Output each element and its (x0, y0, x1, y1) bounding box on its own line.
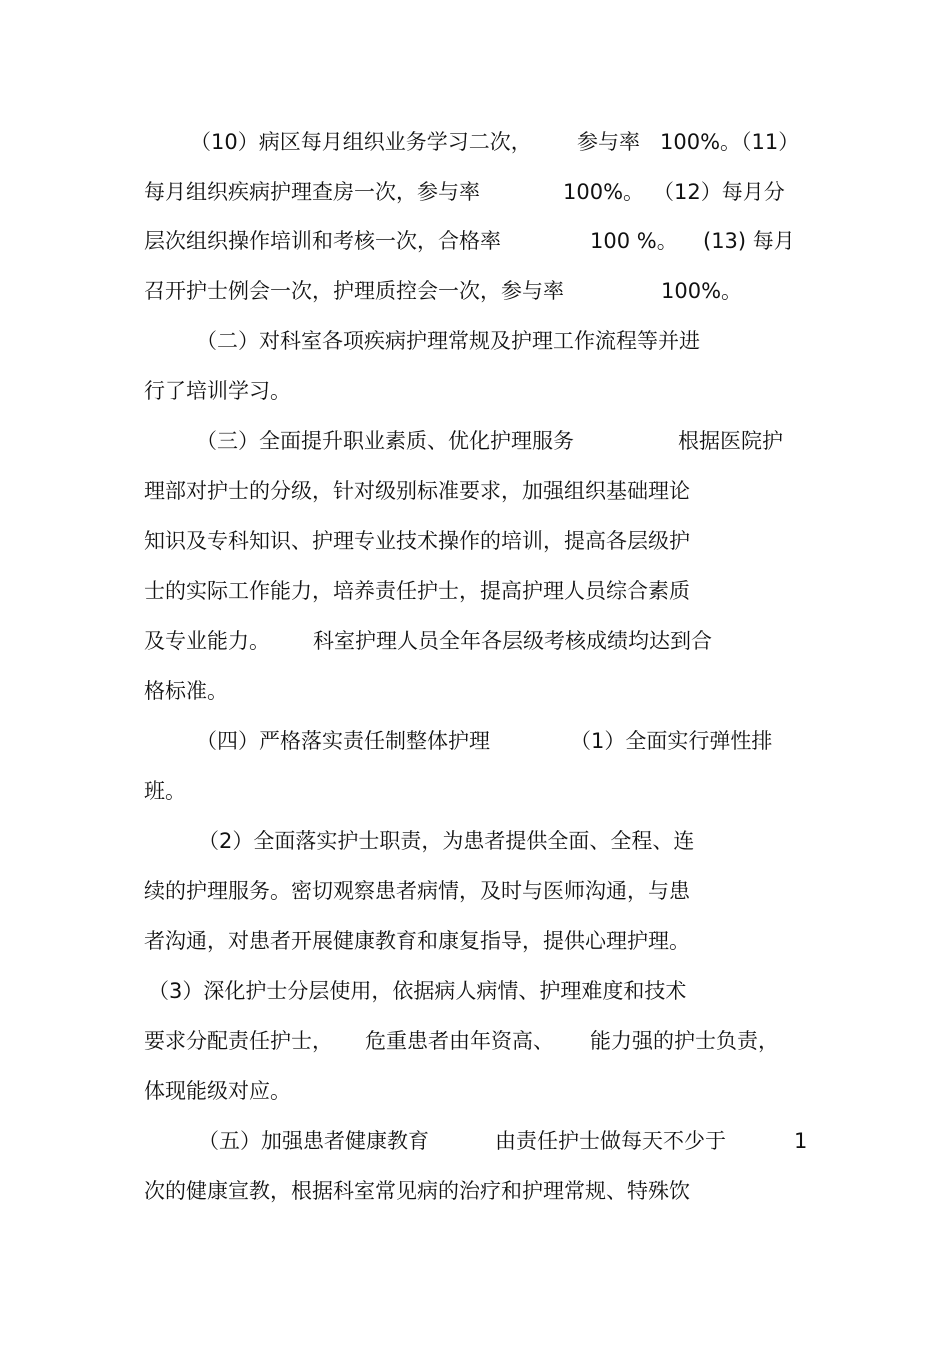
text-segment: 要求分配责任护士， (144, 1029, 333, 1053)
text-segment: 及专业能力。 (144, 629, 270, 653)
text-segment: 100%。 (661, 279, 743, 303)
text-line (0, 1174, 950, 1208)
text-line (0, 175, 950, 209)
text-segment: 每月组织疾病护理查房一次，参与率 (144, 180, 480, 204)
text-segment: （12）每月分 (653, 180, 785, 204)
text-segment: 召开护士例会一次，护理质控会一次，参与率 (144, 279, 564, 303)
text-segment: 100%。（11） (660, 130, 800, 154)
text-segment: 格标准。 (144, 679, 228, 703)
text-line (0, 474, 950, 508)
text-segment: （五）加强患者健康教育 (198, 1129, 429, 1153)
text-segment: 体现能级对应。 (144, 1079, 291, 1103)
text-segment: 1 (794, 1129, 808, 1153)
text-segment: （3）深化护士分层使用，依据病人病情、护理难度和技术 (148, 979, 687, 1003)
text-segment: 班。 (144, 779, 186, 803)
text-segment: （10）病区每月组织业务学习二次， (190, 130, 532, 154)
text-line (0, 125, 950, 159)
text-line (0, 224, 950, 258)
text-line (0, 774, 950, 808)
text-line (0, 974, 950, 1008)
text-segment: 者沟通，对患者开展健康教育和康复指导，提供心理护理。 (144, 929, 690, 953)
text-line (0, 324, 950, 358)
text-line (0, 1024, 950, 1058)
text-segment: 知识及专科知识、护理专业技术操作的培训，提高各层级护 (144, 529, 690, 553)
text-line (0, 1074, 950, 1108)
text-segment: 参与率 (577, 130, 640, 154)
text-line (0, 624, 950, 658)
text-segment: 能力强的护士负责， (590, 1029, 779, 1053)
text-segment: 100 %。 (590, 229, 678, 253)
text-segment: 由责任护士做每天不少于 (495, 1129, 726, 1153)
text-segment: 次的健康宣教，根据科室常见病的治疗和护理常规、特殊饮 (144, 1179, 690, 1203)
text-segment: （四）严格落实责任制整体护理 (196, 729, 490, 753)
text-segment: （2）全面落实护士职责，为患者提供全面、全程、连 (198, 829, 695, 853)
text-segment: 续的护理服务。密切观察患者病情，及时与医师沟通，与患 (144, 879, 690, 903)
text-segment: (13) 每月 (703, 229, 795, 253)
text-line (0, 1124, 950, 1158)
text-line (0, 824, 950, 858)
text-segment: （二）对科室各项疾病护理常规及护理工作流程等并进 (196, 329, 700, 353)
text-segment: 根据医院护 (678, 429, 783, 453)
text-segment: 危重患者由年资高、 (365, 1029, 554, 1053)
text-segment: 100%。 (563, 180, 645, 204)
text-line (0, 574, 950, 608)
text-segment: （三）全面提升职业素质、优化护理服务 (196, 429, 574, 453)
text-line (0, 724, 950, 758)
text-line (0, 274, 950, 308)
text-line (0, 524, 950, 558)
text-segment: 士的实际工作能力，培养责任护士，提高护理人员综合素质 (144, 579, 690, 603)
text-segment: （1）全面实行弹性排 (570, 729, 773, 753)
text-line (0, 924, 950, 958)
text-segment: 层次组织操作培训和考核一次，合格率 (144, 229, 501, 253)
text-line (0, 374, 950, 408)
text-line (0, 674, 950, 708)
text-line (0, 424, 950, 458)
text-segment: 行了培训学习。 (144, 379, 291, 403)
text-line (0, 874, 950, 908)
text-segment: 理部对护士的分级，针对级别标准要求，加强组织基础理论 (144, 479, 690, 503)
text-segment: 科室护理人员全年各层级考核成绩均达到合 (313, 629, 712, 653)
